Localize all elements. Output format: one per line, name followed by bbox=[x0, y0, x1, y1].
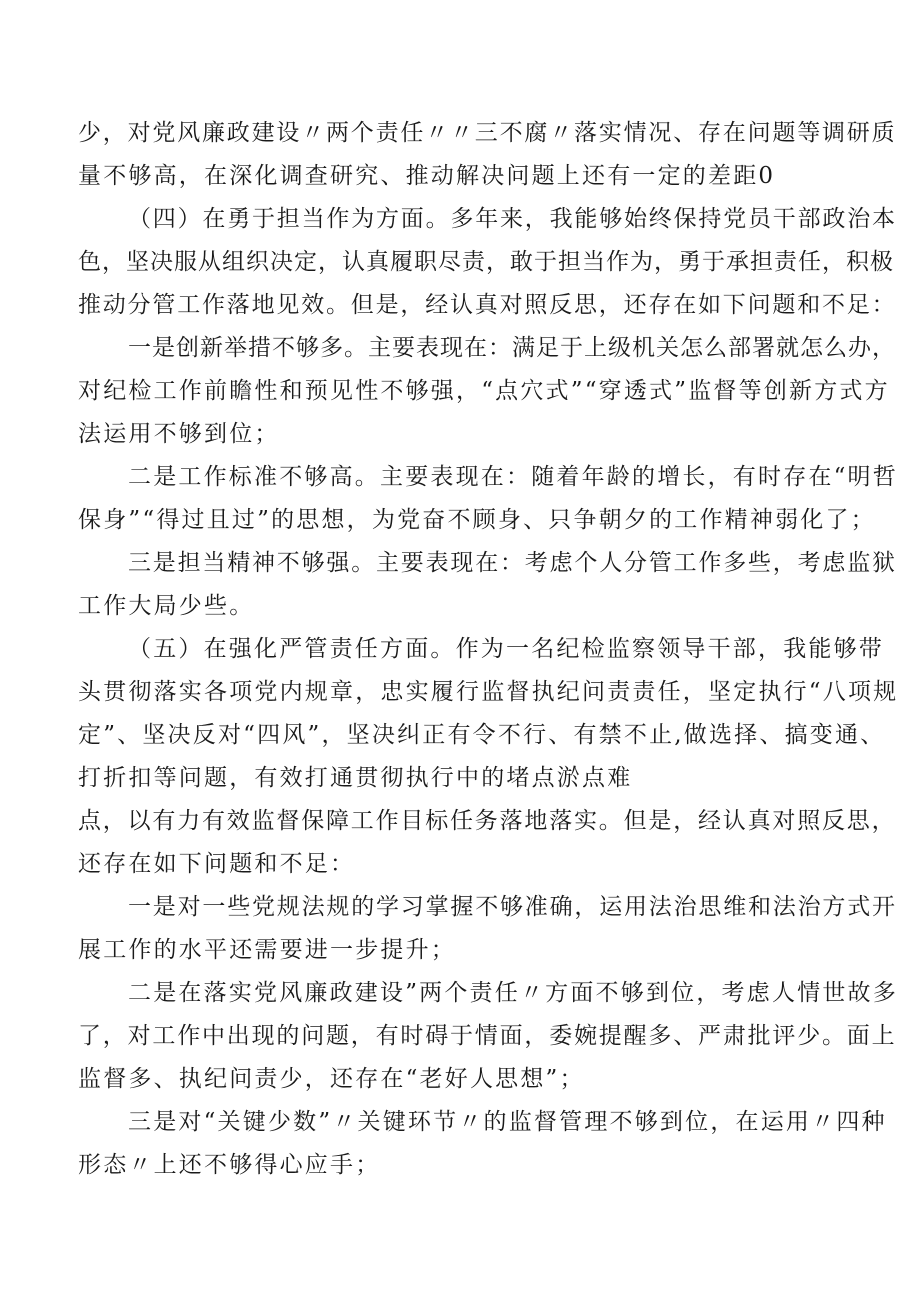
text-line: （四）在勇于担当作为方面。多年来，我能够始终保持党员干部政治本 bbox=[128, 206, 897, 232]
text-line: 少，对党风廉政建设〃两个责任〃〃三不腐〃落实情况、存在问题等调研质 bbox=[78, 120, 897, 146]
text-line: 一是对一些党规法规的学习掌握不够准确，运用法治思维和法治方式开 bbox=[128, 894, 897, 920]
text-line: 量不够高，在深化调查研究、推动解决问题上还有一定的差距0 bbox=[78, 163, 776, 189]
text-line: 头贯彻落实各项党内规章，忠实履行监督执纪问责责任，坚定执行“八项规 bbox=[78, 679, 899, 705]
text-line: 三是对“关键少数”〃关键环节〃的监督管理不够到位，在运用〃四种 bbox=[128, 1109, 887, 1135]
text-line: 展工作的水平还需要进一步提升； bbox=[78, 937, 456, 963]
text-line: 形态〃上还不够得心应手； bbox=[78, 1152, 381, 1178]
text-line: 对纪检工作前瞻性和预见性不够强，“点穴式”“穿透式”监督等创新方式方 bbox=[78, 378, 890, 404]
text-line: 了，对工作中出现的问题，有时碍于情面，委婉提醒多、严肃批评少。面上 bbox=[78, 1023, 897, 1049]
text-line: 保身”“得过且过”的思想，为党奋不顾身、只争朝夕的工作精神弱化了； bbox=[78, 507, 876, 533]
text-line: 一是创新举措不够多。主要表现在：满足于上级机关怎么部署就怎么办， bbox=[128, 335, 896, 361]
text-line: 还存在如下问题和不足： bbox=[78, 851, 356, 877]
text-line: 点，以有力有效监督保障工作目标任务落地落实。但是，经认真对照反思， bbox=[78, 808, 897, 834]
text-line: 推动分管工作落地见效。但是，经认真对照反思，还存在如下问题和不足： bbox=[78, 292, 897, 318]
text-line: 定”、坚决反对“四风”，坚决纠正有令不行、有禁不止,做选择、搞变通、 bbox=[78, 722, 886, 748]
text-line: 三是担当精神不够强。主要表现在：考虑个人分管工作多些，考虑监狱 bbox=[128, 550, 897, 576]
text-line: （五）在强化严管责任方面。作为一名纪检监察领导干部，我能够带 bbox=[128, 636, 884, 662]
text-line: 监督多、执纪问责少，还存在“老好人思想”； bbox=[78, 1066, 585, 1092]
text-line: 二是工作标准不够高。主要表现在：随着年龄的增长，有时存在“明哲 bbox=[128, 464, 898, 490]
text-line: 二是在落实党风廉政建设”两个责任〃方面不够到位，考虑人情世故多 bbox=[128, 980, 898, 1006]
text-line: 打折扣等问题，有效打通贯彻执行中的堵点淤点难 bbox=[78, 765, 633, 791]
text-line: 工作大局少些。 bbox=[78, 593, 255, 619]
text-line: 法运用不够到位； bbox=[78, 421, 280, 447]
text-line: 色，坚决服从组织决定，认真履职尽责，敢于担当作为，勇于承担责任，积极 bbox=[78, 249, 894, 275]
